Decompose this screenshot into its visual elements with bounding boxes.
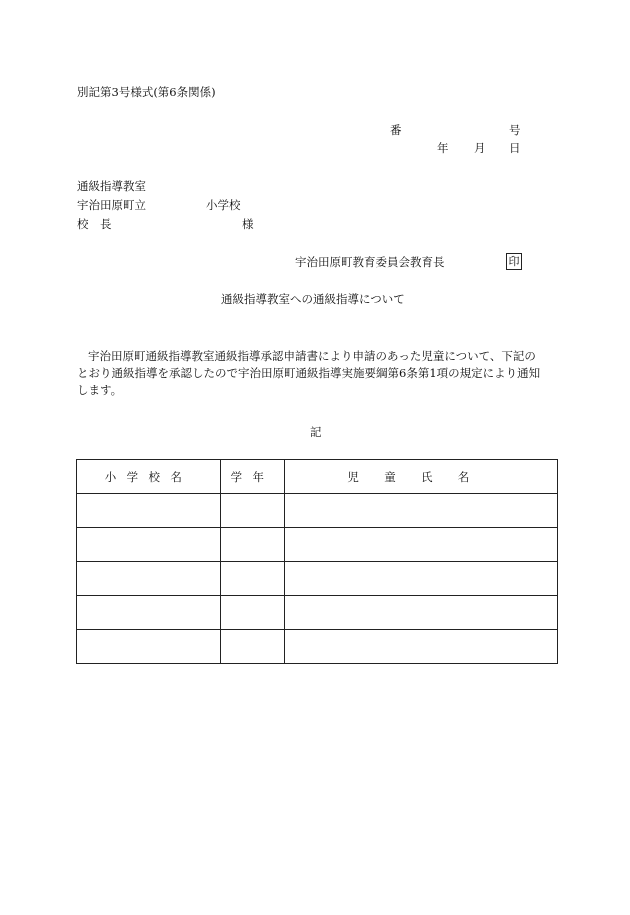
ki-heading: 記 <box>310 425 322 439</box>
number-label: 番 <box>390 123 402 137</box>
cell-student[interactable] <box>285 596 558 630</box>
cell-school[interactable] <box>77 596 221 630</box>
body-line-2: とおり通級指導を承認したので宇治田原町通級指導実施要綱第6条第1項の規定により通知 <box>77 366 541 380</box>
date-day: 日 <box>509 141 521 155</box>
body-paragraph <box>77 348 557 399</box>
table-row <box>77 494 558 528</box>
body-line-1: 宇治田原町通級指導教室通級指導承認申請書により申請のあった児童について、下記の <box>88 349 536 363</box>
student-table <box>76 459 558 664</box>
addressee-school: 小学校 <box>206 198 241 212</box>
addressee-honorific: 様 <box>242 217 254 231</box>
cell-student[interactable] <box>285 630 558 664</box>
addressee-principal: 校 長 <box>77 217 112 231</box>
cell-grade[interactable] <box>221 630 285 664</box>
body-line-3: します。 <box>77 383 123 397</box>
date-month: 月 <box>474 141 486 155</box>
cell-student[interactable] <box>285 494 558 528</box>
table-row <box>77 528 558 562</box>
addressee-classroom: 通級指導教室 <box>77 179 146 193</box>
date-year: 年 <box>437 141 449 155</box>
cell-student[interactable] <box>285 528 558 562</box>
document-subject: 通級指導教室への通級指導について <box>221 292 405 306</box>
form-reference: 別記第3号様式(第6条関係) <box>77 85 216 99</box>
cell-grade[interactable] <box>221 596 285 630</box>
cell-grade[interactable] <box>221 562 285 596</box>
number-suffix: 号 <box>509 123 521 137</box>
addressee-town: 宇治田原町立 <box>77 198 146 212</box>
table-row <box>77 630 558 664</box>
cell-grade[interactable] <box>221 528 285 562</box>
header-grade: 学年 <box>221 460 285 494</box>
cell-school[interactable] <box>77 562 221 596</box>
cell-grade[interactable] <box>221 494 285 528</box>
header-student-name: 児童氏名 <box>285 460 558 494</box>
cell-student[interactable] <box>285 562 558 596</box>
cell-school[interactable] <box>77 494 221 528</box>
seal-stamp: 印 <box>506 253 522 270</box>
cell-school[interactable] <box>77 528 221 562</box>
cell-school[interactable] <box>77 630 221 664</box>
header-school-name: 小学校名 <box>77 460 221 494</box>
table-row <box>77 596 558 630</box>
sender-name: 宇治田原町教育委員会教育長 <box>295 255 445 269</box>
table-header-row <box>77 460 558 494</box>
table-row <box>77 562 558 596</box>
